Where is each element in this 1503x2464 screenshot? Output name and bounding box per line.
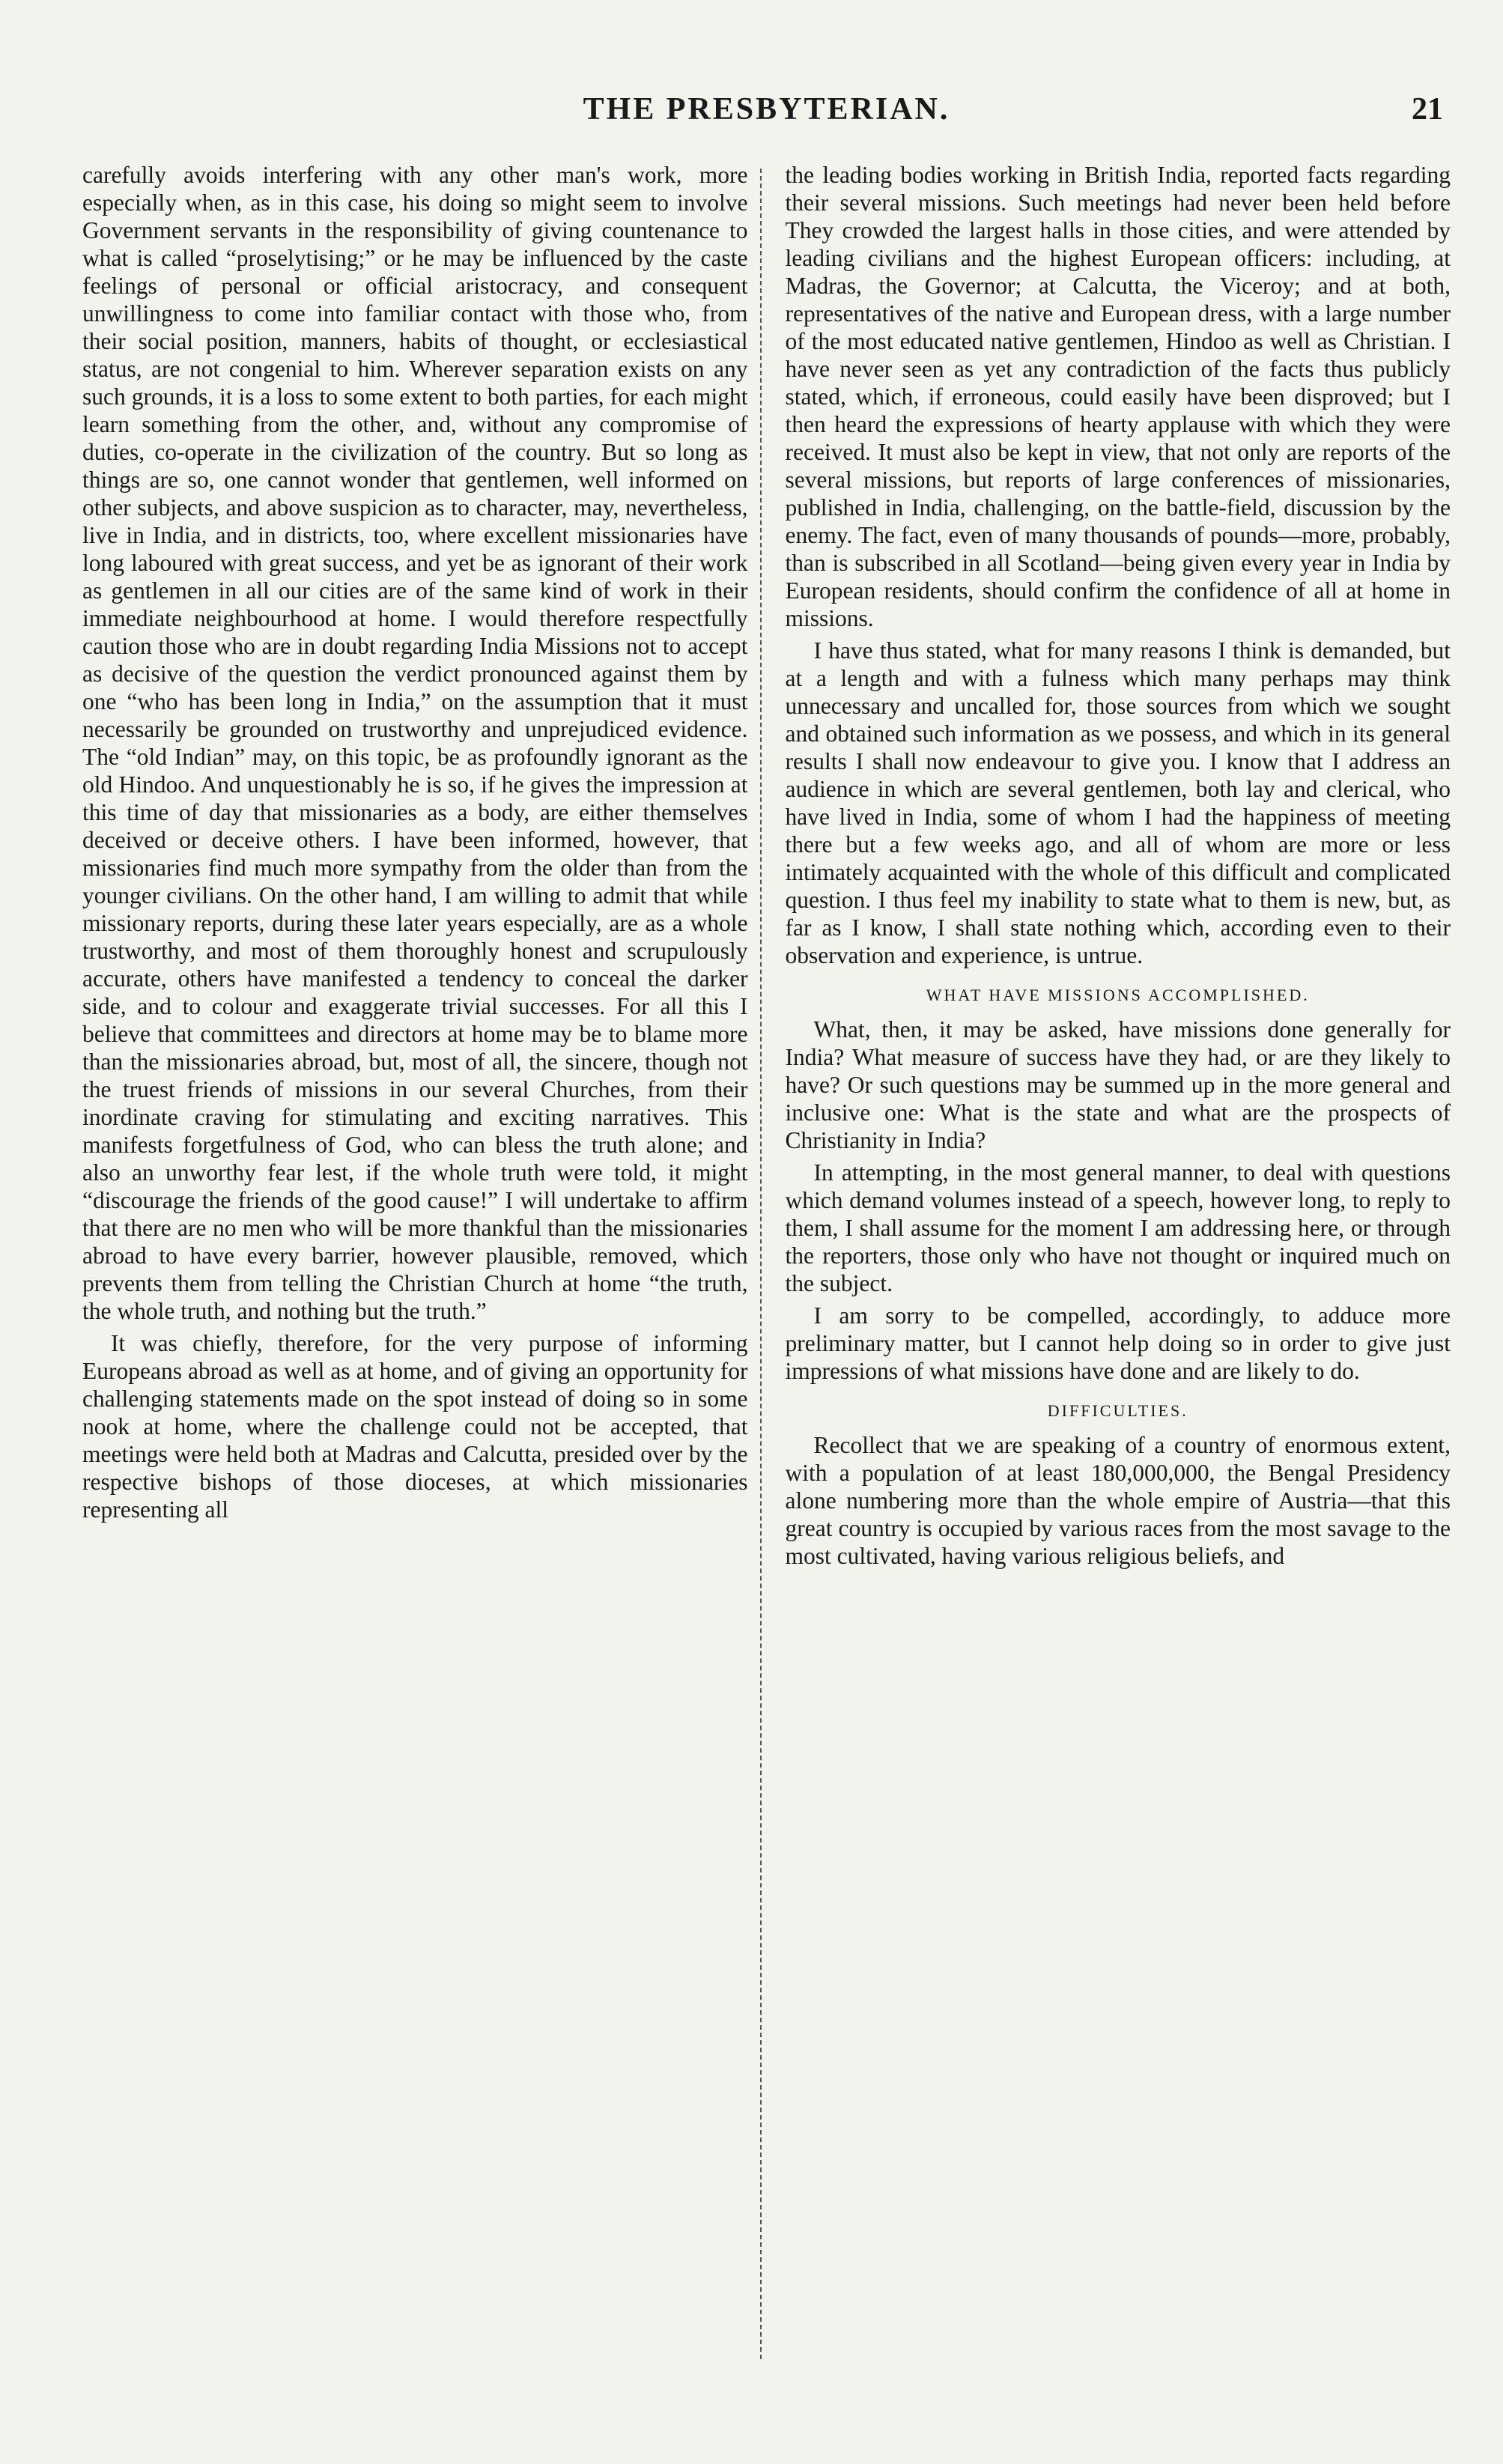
- left-column: [82, 161, 748, 2374]
- right-paragraph-5: I am sorry to be compelled, accordingly, to adduce more preliminary matter, but I cannot help doing so in order to give just impressions of what missions have done and are likely to do.: [785, 1302, 1451, 1384]
- left-paragraph-1: carefully avoids interfering with any other man's work, more especially when, as in this case, his doing so might seem to involve Government servants in the responsibility of giving countenance to what is called “proselytising;” or he may be influenced by the caste feelings of personal or official aristocracy, and consequent unwillingness to come into familiar contact with those who, from their social position, manners, habits of thought, or ecclesiastical status, are not congenial to him. Wherever separation exists on any such grounds, it is a loss to some extent to both parties, for each might learn something from the other, and, without any compromise of duties, co-operate in the civilization of the country. But so long as things are so, one cannot wonder that gentlemen, well informed on other subjects, and above suspicion as to character, may, nevertheless, live in India, and in districts, too, where excellent missionaries have long laboured with great success, and yet be as ignorant of their work as gentlemen in all our cities are of the same kind of work in their immediate neighbourhood at home. I would therefore respectfully caution those who are in doubt regarding India Missions not to accept as decisive of the question the verdict pronounced against them by one “who has been long in India,” on the assumption that it must necessarily be grounded on trustworthy and unprejudiced evidence. The “old Indian” may, on this topic, be as profoundly ignorant as the old Hindoo. And unquestionably he is so, if he gives the impression at this time of day that missionaries as a body, are either themselves deceived or deceive others. I have been informed, however, that missionaries find much more sympathy from the older than from the younger civilians. On the other hand, I am willing to admit that while missionary reports, during these later years especially, are as a whole trustworthy, and most of them thoroughly honest and scrupulously accurate, others have manifested a tendency to conceal the darker side, and to colour and exaggerate trivial successes. For all this I believe that committees and directors at home may be to blame more than the missionaries abroad, but, most of all, the sincere, though not the truest friends of missions in our several Churches, from their inordinate craving for stimulating and exciting narratives. This manifests forgetfulness of God, who can bless the truth alone; and also an unworthy fear lest, if the whole truth were told, it might “discourage the friends of the good cause!” I will undertake to affirm that there are no men who will be more thankful than the missionaries abroad to have every barrier, however plausible, removed, which prevents them from telling the Christian Church at home “the truth, the whole truth, and nothing but the truth.”: [82, 162, 748, 1324]
- page-number: 21: [1412, 92, 1443, 127]
- section-heading-difficulties: DIFFICULTIES.: [1047, 1401, 1188, 1420]
- section-heading-missions: WHAT HAVE MISSIONS ACCOMPLISHED.: [926, 986, 1310, 1004]
- right-paragraph-4: In attempting, in the most general manner, to deal with questions which demand volumes instead of a speech, however long, to reply to them, I shall assume for the moment I am addressing here, or through the reporters, those only who have not thought or inquired much on the subject.: [785, 1159, 1451, 1296]
- right-paragraph-1: the leading bodies working in British India, reported facts regarding their several missions. Such meetings had never been held before They crowded the largest halls in those cities, and were attended by leading civilians and the highest European officers: including, at Madras, the Governor; at Calcutta, the Viceroy; and at both, representatives of the native and European dress, with a large number of the most educated native gentlemen, Hindoo as well as Christian. I have never seen as yet any contradiction of the facts thus publicly stated, which, if erroneous, could easily have been disproved; but I then heard the expressions of hearty applause with which they were received. It must also be kept in view, that not only are reports of the several missions, but reports of large conferences of missionaries, published in India, challenging, on the battle-field, discussion by the enemy. The fact, even of many thousands of pounds—more, probably, than is subscribed in all Scotland—being given every year in India by European residents, should confirm the confidence of all at home in missions.: [785, 162, 1451, 631]
- page-header: [82, 91, 1451, 136]
- running-title: THE PRESBYTERIAN.: [583, 92, 950, 127]
- left-paragraph-2: It was chiefly, therefore, for the very purpose of informing Europeans abroad as well as at home, and of giving an opportunity for challenging statements made on the spot instead of doing so in some nook at home, where the challenge could not be accepted, that meetings were held both at Madras and Calcutta, presided over by the respective bishops of those dioceses, at which missionaries representing all: [82, 1330, 748, 1523]
- right-paragraph-2: I have thus stated, what for many reasons I think is demanded, but at a length and with a fulness which many perhaps may think unnecessary and uncalled for, those sources from which we sought and obtained such information as we possess, and which in its general results I shall now endeavour to give you. I know that I address an audience in which are several gentlemen, both lay and clerical, who have lived in India, some of whom I had the happiness of meeting there but a few weeks ago, and all of whom are more or less intimately acquainted with the whole of this difficult and complicated question. I thus feel my inability to state what to them is new, but, as far as I know, I shall state nothing which, according even to their observation and experience, is untrue.: [785, 637, 1451, 968]
- text-columns: [82, 161, 1451, 2374]
- right-column: [786, 161, 1451, 2374]
- right-paragraph-6: Recollect that we are speaking of a country of enormous extent, with a population of at least 180,000,000, the Bengal Presidency alone numbering more than the whole empire of Austria—that this great country is occupied by various races from the most savage to the most cultivated, having various religious beliefs, and: [785, 1432, 1451, 1569]
- right-paragraph-3: What, then, it may be asked, have missions done generally for India? What measure of success have they had, or are they likely to have? Or such questions may be summed up in the more general and inclusive one: What is the state and what are the prospects of Christianity in India?: [785, 1016, 1451, 1153]
